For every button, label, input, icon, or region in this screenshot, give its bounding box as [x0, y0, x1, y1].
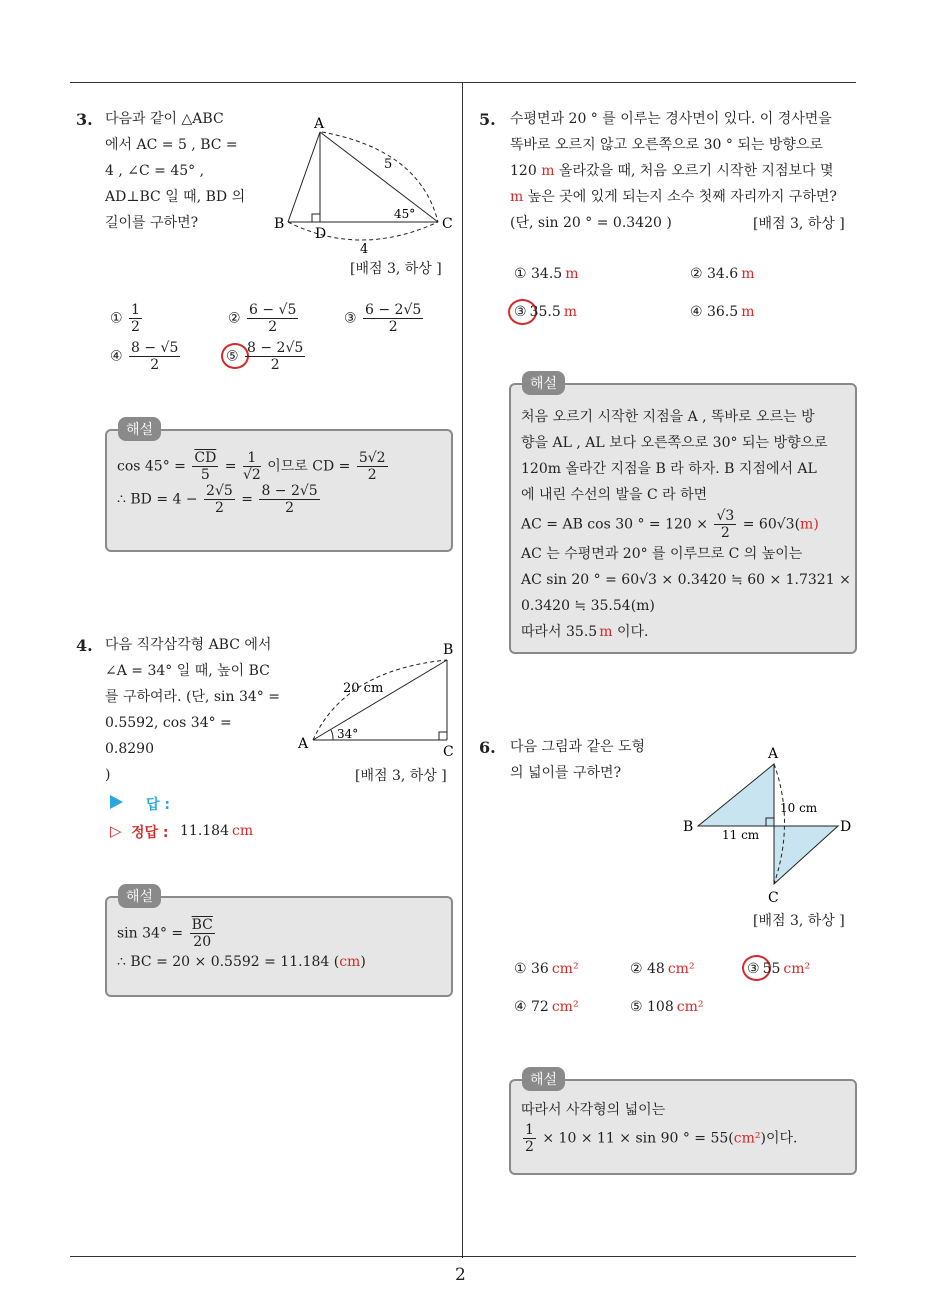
q6-fig-label-d: D: [840, 819, 852, 835]
q3-choice-1-mark: ①: [110, 310, 123, 327]
q4-fig-label-b: B: [443, 642, 454, 658]
q6-text: [510, 734, 680, 786]
q5-choice-1[interactable]: ① 34.5 m: [514, 266, 579, 282]
q4-correct-answer: [180, 823, 253, 839]
q6-quadrilateral-figure: [680, 742, 860, 908]
q3-choice-5[interactable]: [226, 340, 307, 373]
q3-fig-label-4: 4: [360, 242, 369, 257]
q6-number: 6.: [479, 738, 496, 757]
q3-number: 3.: [76, 110, 93, 129]
q4-score: [배점 3, 하상 ]: [355, 768, 447, 784]
q3-choice-2-value: $\frac{6 - √5}{2}$: [249, 302, 297, 335]
q6-fig-label-b: B: [683, 819, 694, 835]
q5-score: [배점 3, 하상 ]: [753, 216, 845, 232]
q3-text-line2: 에서 AC = 5 , BC =: [105, 137, 238, 153]
q5-text-line4: m 높은 곳에 있게 되는지 소수 첫째 자리까지 구하면?: [510, 189, 837, 205]
q4-text-line4: 0.5592, cos 34° = 0.8290: [105, 715, 232, 757]
q5-solution-line7: AC sin 20 ° = 60√3 × 0.3420 ≒ 60 × 1.7321 ×: [521, 572, 851, 588]
q3-choice-3-mark: ③: [344, 310, 357, 327]
q5-choice-4[interactable]: ④ 36.5 m: [690, 304, 755, 320]
q4-number: 4.: [76, 636, 93, 655]
q5-solution-line9: 따라서 35.5 m 이다.: [521, 624, 649, 640]
q3-choice-4[interactable]: [110, 340, 182, 373]
q4-triangle-figure: [295, 640, 460, 760]
q6-fig-label-11cm: 11 cm: [722, 828, 760, 842]
q3-choice-5-mark: ⑤: [226, 348, 239, 365]
q5-choice-2[interactable]: ② 34.6 m: [690, 266, 755, 282]
q5-text-line1: 수평면과 20 ° 를 이루는 경사면이 있다. 이 경사면을: [510, 111, 832, 127]
q5-text-line5: (단, sin 20 ° = 0.3420 ): [510, 215, 672, 231]
q5-solution-text: [521, 404, 851, 645]
q3-solution-text: [117, 450, 447, 516]
q3-text-line3: 4 , ∠C = 45° ,: [105, 163, 205, 179]
q4-text-line3: 를 구하여라. (단, sin 34° =: [105, 689, 280, 705]
q4-solution-tag: 해설: [118, 884, 161, 908]
q4-answer-arrow-icon: [110, 795, 123, 809]
q3-text-line1: 다음과 같이 △ABC: [105, 111, 224, 127]
q3-fig-label-c: C: [442, 216, 453, 232]
q4-text-line2: ∠A = 34° 일 때, 높이 BC: [105, 663, 270, 679]
q3-text-line4: AD⊥BC 일 때, BD 의: [105, 189, 246, 205]
q4-solution-line1: sin 34° = $\frac{\overline{BC}}{20}$: [117, 917, 213, 950]
q5-solution-tag: 해설: [522, 371, 565, 395]
q6-solution-line2: $\frac{1}{2}$ × 10 × 11 × sin 90 ° = 55(cm²)이다.: [525, 1122, 798, 1155]
q3-choice-3[interactable]: [344, 302, 425, 335]
q3-fig-label-a: A: [314, 116, 325, 132]
q6-solution-text: [521, 1098, 851, 1155]
q3-fig-label-d: D: [315, 226, 327, 242]
q4-correct-unit: cm: [232, 823, 254, 839]
top-rule: [70, 82, 856, 83]
q3-fig-label-angle: 45°: [394, 207, 416, 221]
q5-solution-line8: 0.3420 ≒ 35.54(m): [521, 598, 655, 614]
q6-solution-line1: 따라서 사각형의 넓이는: [521, 1102, 666, 1118]
q3-choice-4-mark: ④: [110, 348, 123, 365]
q3-fig-label-b: B: [274, 216, 285, 232]
bottom-rule: [70, 1256, 856, 1257]
q4-correct-label: 정답 :: [131, 825, 169, 841]
q3-choice-1-value: $\frac{1}{2}$: [131, 302, 140, 335]
q6-score: [배점 3, 하상 ]: [753, 913, 845, 929]
q3-triangle-figure: [270, 110, 460, 260]
q6-fig-label-c: C: [768, 890, 779, 906]
q6-choice-5[interactable]: ⑤ 108 cm²: [630, 999, 704, 1015]
q6-choice-3[interactable]: ③ 55 cm²: [747, 961, 811, 977]
q3-choice-1[interactable]: [110, 302, 144, 335]
q4-answer-label: 답 :: [146, 797, 170, 813]
q6-text-line1: 다음 그림과 같은 도형: [510, 739, 646, 755]
q5-choice-3[interactable]: ③ 35.5 m: [514, 304, 578, 320]
center-divider: [462, 83, 463, 1258]
q4-fig-label-length: 20 cm: [343, 681, 384, 696]
q4-solution-line2: ∴ BC = 20 × 0.5592 = 11.184 (cm): [117, 954, 366, 970]
q4-text-line5: ): [105, 767, 111, 783]
q5-solution-line4: 에 내린 수선의 발을 C 라 하면: [521, 487, 708, 503]
q5-text-line2: 똑바로 오르지 않고 오른쪽으로 30 ° 되는 방향으로: [510, 137, 823, 153]
q3-text-line5: 길이를 구하면?: [105, 215, 199, 231]
q3-choice-3-value: $\frac{6 - 2√5}{2}$: [365, 302, 422, 335]
q3-solution-line2: ∴ BD = 4 − $\frac{2√5}{2}$ = $\frac{8 - 2√5}{2}$: [117, 483, 318, 516]
q3-solution-tag: 해설: [118, 417, 161, 441]
q3-choice-2-mark: ②: [228, 310, 241, 327]
q3-choice-2[interactable]: [228, 302, 300, 335]
q3-solution-line1: cos 45° = $\frac{\overline{CD}}{5}$ = $\frac{1}{√2}$ 이므로 CD = $\frac{5√2}{2}$: [117, 450, 386, 483]
q6-solution-tag: 해설: [522, 1067, 565, 1091]
q3-choice-4-value: $\frac{8 - √5}{2}$: [131, 340, 179, 373]
q6-choice-2[interactable]: ② 48 cm²: [630, 961, 695, 977]
q5-solution-line6: AC 는 수평면과 20° 를 이루므로 C 의 높이는: [521, 546, 803, 562]
q3-fig-label-5: 5: [384, 157, 393, 172]
q4-text: [105, 632, 285, 788]
q5-solution-line3: 120m 올라간 지점을 B 라 하자. B 지점에서 AL: [521, 461, 817, 477]
q4-text-line1: 다음 직각삼각형 ABC 에서: [105, 637, 272, 653]
q3-text: [105, 106, 250, 236]
q4-fig-label-a: A: [298, 736, 309, 752]
q4-correct-arrow-icon: ▷: [110, 822, 122, 840]
q5-solution-line5: AC = AB cos 30 ° = 120 × $\frac{√3}{2}$ = 60√3(m): [521, 508, 819, 541]
q6-choice-4[interactable]: ④ 72 cm²: [514, 999, 579, 1015]
q3-choice-5-value: $\frac{8 - 2√5}{2}$: [247, 340, 304, 373]
q5-solution-line2: 향을 AL , AL 보다 오른쪽으로 30° 되는 방향으로: [521, 435, 828, 451]
q4-correct-value: 11.184: [180, 823, 229, 839]
q4-fig-label-c: C: [443, 744, 454, 760]
q4-fig-label-angle: 34°: [337, 727, 359, 741]
q5-solution-line1: 처음 오르기 시작한 지점을 A , 똑바로 오르는 방: [521, 409, 815, 425]
q5-text-line3: 120 m 올라갔을 때, 처음 오르기 시작한 지점보다 몇: [510, 163, 834, 179]
q6-choice-1[interactable]: ① 36 cm²: [514, 961, 579, 977]
q5-number: 5.: [479, 110, 496, 129]
q6-fig-label-10cm: 10 cm: [780, 801, 818, 815]
q6-fig-label-a: A: [768, 746, 779, 762]
q3-score: [배점 3, 하상 ]: [350, 261, 442, 277]
q4-solution-text: [117, 917, 447, 974]
q6-text-line2: 의 넓이를 구하면?: [510, 765, 622, 781]
page-number: 2: [455, 1265, 466, 1285]
